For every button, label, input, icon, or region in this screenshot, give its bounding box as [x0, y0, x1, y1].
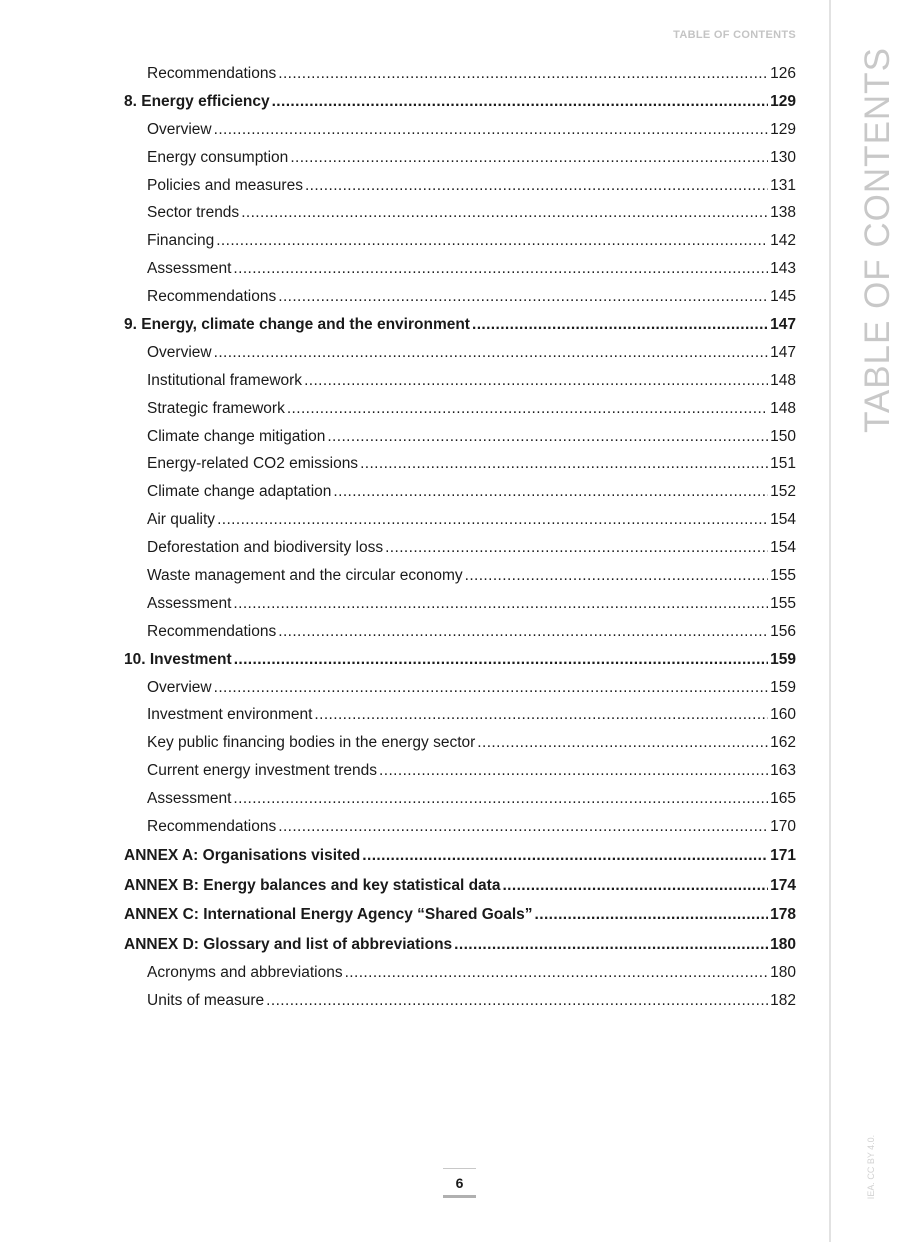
- dot-leader: [385, 534, 768, 562]
- toc-entry-page: 142: [770, 232, 796, 250]
- toc-entry-title: Current energy investment trends: [147, 762, 378, 780]
- toc-entry-page: 148: [770, 399, 796, 417]
- toc-entry-page: 162: [770, 734, 796, 752]
- toc-entry[interactable]: [124, 646, 796, 674]
- toc-entry[interactable]: [124, 450, 796, 478]
- toc-entry-title: Key public financing bodies in the energy sector: [147, 734, 476, 752]
- toc-entry-page: 147: [770, 316, 796, 334]
- toc-entry-title: Waste management and the circular economy: [147, 567, 463, 585]
- running-header: TABLE OF CONTENTS: [673, 29, 796, 41]
- toc-entry-title: 10. Investment: [124, 650, 232, 668]
- toc-entry[interactable]: [124, 144, 796, 172]
- dot-leader: [502, 871, 768, 901]
- toc-entry-page: 145: [770, 288, 796, 306]
- toc-entry-title: Institutional framework: [147, 371, 303, 389]
- toc-entry[interactable]: [124, 562, 796, 590]
- dot-leader: [454, 930, 768, 960]
- dot-leader: [241, 199, 768, 227]
- toc-entry-page: 148: [770, 371, 796, 389]
- dot-leader: [234, 646, 768, 674]
- toc-entry-title: Policies and measures: [147, 176, 303, 194]
- toc-entry-page: 151: [770, 455, 796, 473]
- toc-entry[interactable]: [124, 785, 796, 813]
- toc-entry-page: 155: [770, 594, 796, 612]
- toc-entry-title: Units of measure: [147, 992, 265, 1010]
- toc-entry-page: 131: [770, 176, 796, 194]
- toc-entry-title: 8. Energy efficiency: [124, 92, 270, 110]
- toc-entry-page: 174: [770, 876, 796, 894]
- dot-leader: [214, 116, 769, 144]
- dot-leader: [214, 674, 769, 702]
- toc-entry[interactable]: [124, 987, 796, 1015]
- toc-entry-title: Climate change mitigation: [147, 427, 326, 445]
- toc-entry[interactable]: [124, 311, 796, 339]
- toc-entry-title: Climate change adaptation: [147, 483, 332, 501]
- dot-leader: [217, 506, 768, 534]
- dot-leader: [345, 959, 769, 987]
- toc-entry-title: Assessment: [147, 594, 232, 612]
- toc-entry-title: Overview: [147, 120, 212, 138]
- toc-entry[interactable]: [124, 116, 796, 144]
- dot-leader: [362, 841, 768, 871]
- toc-entry[interactable]: [124, 757, 796, 785]
- toc-entry-page: 129: [770, 120, 796, 138]
- toc-entry-page: 163: [770, 762, 796, 780]
- dot-leader: [379, 757, 768, 785]
- toc-entry[interactable]: [124, 959, 796, 987]
- toc-entry[interactable]: [124, 674, 796, 702]
- toc-entry[interactable]: [124, 590, 796, 618]
- toc-entry[interactable]: [124, 618, 796, 646]
- dot-leader: [278, 283, 768, 311]
- toc-entry-title: Strategic framework: [147, 399, 285, 417]
- toc-entry-page: 165: [770, 790, 796, 808]
- toc-entry-page: 130: [770, 148, 796, 166]
- toc-entry-page: 126: [770, 65, 796, 82]
- toc-entry-title: Recommendations: [147, 65, 277, 82]
- toc-entry[interactable]: [124, 227, 796, 255]
- toc-entry-page: 182: [770, 992, 796, 1010]
- toc-entry[interactable]: [124, 283, 796, 311]
- toc-entry[interactable]: [124, 255, 796, 283]
- toc-entry-page: 143: [770, 260, 796, 278]
- toc-entry-title: Sector trends: [147, 204, 240, 222]
- toc-entry-title: Financing: [147, 232, 215, 250]
- dot-leader: [465, 562, 769, 590]
- dot-leader: [333, 478, 768, 506]
- toc-entry-title: Assessment: [147, 260, 232, 278]
- toc-entry[interactable]: [124, 199, 796, 227]
- toc-entry-title: Energy consumption: [147, 148, 289, 166]
- toc-entry-title: Air quality: [147, 511, 216, 529]
- toc-entry-title: Recommendations: [147, 288, 277, 306]
- toc-entry[interactable]: [124, 395, 796, 423]
- toc-entry[interactable]: [124, 534, 796, 562]
- toc-entry-title: ANNEX A: Organisations visited: [124, 846, 361, 864]
- toc-entry-title: Investment environment: [147, 706, 313, 724]
- toc-entry-page: 138: [770, 204, 796, 222]
- toc-entry-page: 152: [770, 483, 796, 501]
- toc-entry-title: Recommendations: [147, 622, 277, 640]
- side-divider: [829, 0, 831, 1242]
- toc-entry[interactable]: [124, 60, 796, 88]
- toc-entry[interactable]: [124, 172, 796, 200]
- table-of-contents: [124, 60, 796, 1015]
- toc-entry-page: 180: [770, 935, 796, 953]
- toc-entry-title: ANNEX D: Glossary and list of abbreviations: [124, 935, 453, 953]
- toc-entry-title: Assessment: [147, 790, 232, 808]
- toc-entry-title: Overview: [147, 678, 212, 696]
- dot-leader: [233, 590, 768, 618]
- dot-leader: [278, 813, 768, 841]
- toc-entry[interactable]: [124, 423, 796, 451]
- toc-entry-page: 147: [770, 343, 796, 361]
- dot-leader: [477, 729, 768, 757]
- dot-leader: [290, 144, 768, 172]
- toc-entry-title: ANNEX B: Energy balances and key statistical data: [124, 876, 501, 894]
- toc-entry-title: Energy-related CO2 emissions: [147, 455, 359, 473]
- page-number: 6: [443, 1168, 476, 1198]
- dot-leader: [305, 172, 768, 200]
- dot-leader: [233, 255, 768, 283]
- dot-leader: [266, 987, 768, 1015]
- toc-entry-page: 159: [770, 650, 796, 668]
- dot-leader: [216, 227, 768, 255]
- toc-entry-page: 170: [770, 818, 796, 836]
- dot-leader: [233, 785, 768, 813]
- toc-entry-page: 154: [770, 511, 796, 529]
- dot-leader: [327, 423, 768, 451]
- dot-leader: [272, 88, 769, 116]
- toc-entry[interactable]: [124, 900, 796, 930]
- side-section-title: TABLE OF CONTENTS: [858, 47, 897, 433]
- toc-entry[interactable]: [124, 871, 796, 901]
- toc-entry-page: 160: [770, 706, 796, 724]
- toc-entry[interactable]: [124, 506, 796, 534]
- toc-entry[interactable]: [124, 88, 796, 116]
- toc-entry-title: Overview: [147, 343, 212, 361]
- toc-entry[interactable]: [124, 813, 796, 841]
- toc-entry-title: Acronyms and abbreviations: [147, 964, 343, 982]
- toc-entry[interactable]: [124, 930, 796, 960]
- dot-leader: [360, 450, 768, 478]
- toc-entry[interactable]: [124, 478, 796, 506]
- toc-entry-page: 154: [770, 539, 796, 557]
- toc-entry-title: 9. Energy, climate change and the environment: [124, 316, 470, 334]
- toc-entry-page: 171: [770, 846, 796, 864]
- toc-entry-page: 159: [770, 678, 796, 696]
- toc-entry[interactable]: [124, 841, 796, 871]
- toc-entry[interactable]: [124, 367, 796, 395]
- toc-entry-page: 178: [770, 906, 796, 924]
- toc-entry[interactable]: [124, 701, 796, 729]
- dot-leader: [535, 900, 769, 930]
- dot-leader: [304, 367, 768, 395]
- dot-leader: [472, 311, 768, 339]
- toc-entry[interactable]: [124, 729, 796, 757]
- dot-leader: [314, 701, 768, 729]
- toc-entry[interactable]: [124, 339, 796, 367]
- dot-leader: [287, 395, 768, 423]
- toc-entry-title: Deforestation and biodiversity loss: [147, 539, 384, 557]
- toc-entry-page: 150: [770, 427, 796, 445]
- dot-leader: [278, 60, 768, 88]
- toc-entry-title: Recommendations: [147, 818, 277, 836]
- toc-entry-page: 129: [770, 92, 796, 110]
- toc-entry-page: 156: [770, 622, 796, 640]
- dot-leader: [214, 339, 769, 367]
- toc-entry-title: ANNEX C: International Energy Agency “Shared Goals”: [124, 906, 533, 924]
- dot-leader: [278, 618, 768, 646]
- license-note: IEA. CC BY 4.0.: [866, 1134, 876, 1200]
- toc-entry-page: 155: [770, 567, 796, 585]
- toc-entry-page: 180: [770, 964, 796, 982]
